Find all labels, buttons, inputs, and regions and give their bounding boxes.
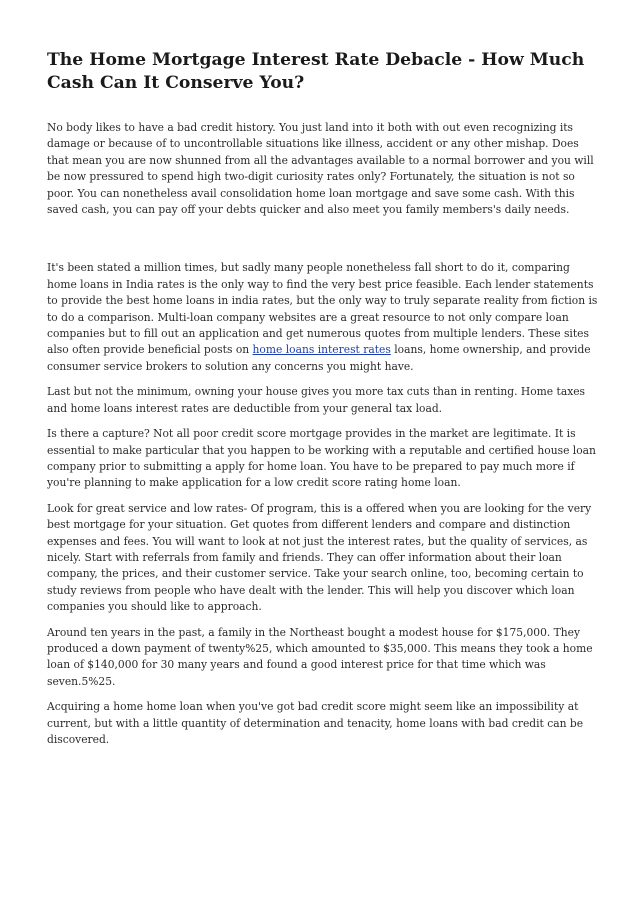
paragraph-1: No body likes to have a bad credit history. You just land into it both with out even recognizing its damage or because of to uncontrollable situations like illness, accident or any other mishap. Does that mean you are now shunned from all the advantages available to a normal borrower and you will be now pressured to spend high two-digit curiosity rates only? Fortunately, the situation is not so poor. You can nonetheless avail consolidation home loan mortgage and save some cash. With this saved cash, you can pay off your debts quicker and also meet you family members's daily needs.	[47, 121, 594, 217]
home-loans-interest-rates-link[interactable]: home loans interest rates	[252, 343, 391, 357]
paragraph-4: Is there a capture? Not all poor credit score mortgage provides in the market are legitimate. It is essential to make particular that you happen to be working with a reputable and certified house loan company prior to submitting a apply for home loan. You have to be prepared to pay much more if you're planning to make application for a low credit score rating home loan.	[47, 427, 596, 490]
paragraph-2	[47, 260, 599, 375]
article-title: The Home Mortgage Interest Rate Debacle - How Much Cash Can It Conserve You?	[47, 50, 585, 93]
paragraph-2-text-after-link: loans, home ownership, and provide consumer service brokers to solution any concerns you might have.	[47, 343, 591, 373]
document-page	[47, 0, 599, 748]
paragraph-5: Look for great service and low rates- Of program, this is a offered when you are looking for the very best mortgage for your situation. Get quotes from different lenders and compare and distinction expenses and fees. You will want to look at not just the interest rates, but the quality of services, as nicely. Start with referrals from family and friends. They can offer information about their loan company, the prices, and their customer service. Take your search online, too, becoming certain to study reviews from people who have dealt with the lender. This will help you discover which loan companies you should like to approach.	[47, 501, 592, 614]
paragraph-7: Acquiring a home home loan when you've got bad credit score might seem like an impossibility at current, but with a little quantity of determination and tenacity, home loans with bad credit can be discovered.	[47, 700, 584, 746]
paragraph-6: Around ten years in the past, a family in the Northeast bought a modest house for $175,000. They produced a down payment of twenty%25, which amounted to $35,000. This means they took a home loan of $140,000 for 30 many years and found a good interest price for that time which was seven.5%25.	[47, 625, 593, 688]
paragraph-3: Last but not the minimum, owning your house gives you more tax cuts than in renting. Home taxes and home loans interest rates are deductible from your general tax load.	[47, 385, 586, 415]
paragraph-2-text-before-link: It's been stated a million times, but sadly many people nonetheless fall short to do it, comparing home loans in India rates is the only way to find the very best price feasible. Each lender statements to provide the best home loans in india rates, but the only way to truly separate reality from fiction is to do a comparison. Multi-loan company websites are a great resource to not only compare loan companies but to fill out an application and get numerous quotes from multiple lenders. These sites also often provide beneficial posts on	[47, 261, 598, 357]
